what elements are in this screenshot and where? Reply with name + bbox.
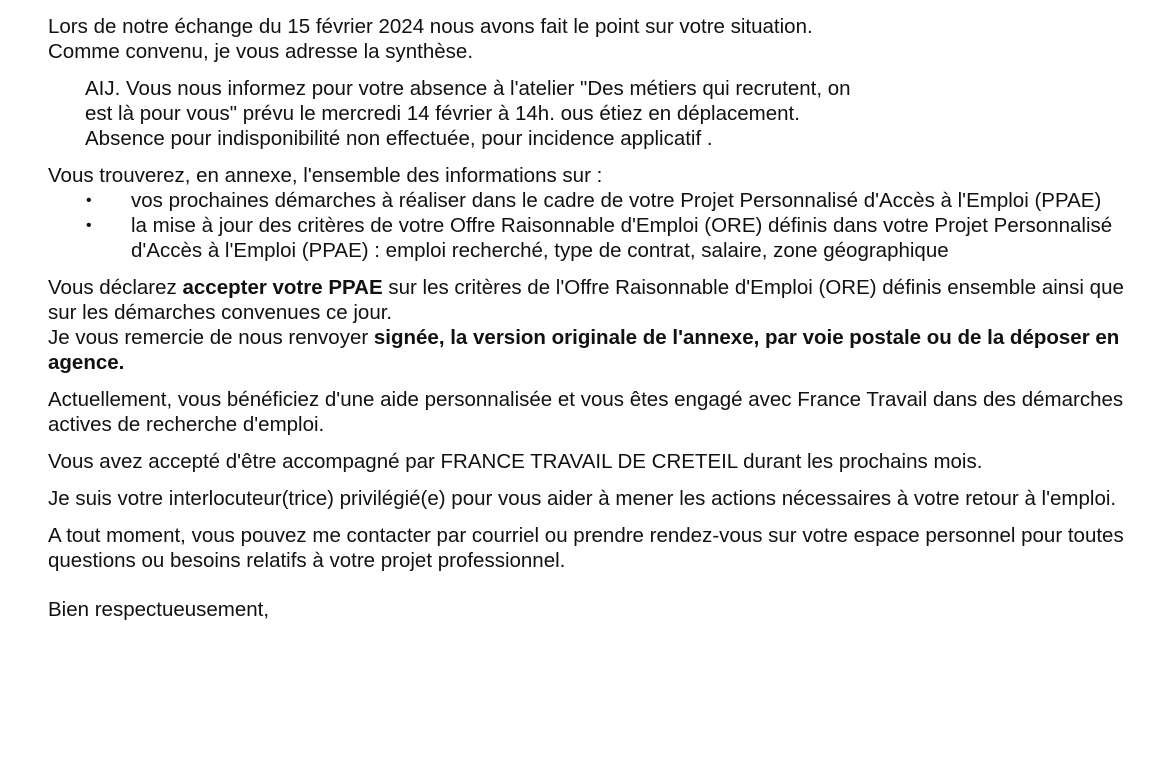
letter-body (48, 14, 1138, 622)
absence-note: AIJ. Vous nous informez pour votre absence à l'atelier "Des métiers qui recrutent, on est là pour vous" prévu le mercredi 14 février à 14h. ous étiez en déplacement. Absence pour indisponibilité non effectuée, pour incidence applicatif . (85, 77, 851, 150)
intro-line-1: Lors de notre échange du 15 février 2024 nous avons fait le point sur votre situation. (48, 15, 813, 38)
intro-paragraph (48, 14, 1138, 64)
contact-paragraph: A tout moment, vous pouvez me contacter par courriel ou prendre rendez-vous sur votre espace personnel pour toutes questions ou besoins relatifs à votre projet professionnel. (48, 524, 1124, 572)
ppae-text-pre: Vous déclarez (48, 276, 183, 299)
closing-salutation: Bien respectueusement, (48, 598, 270, 621)
annex-intro: Vous trouverez, en annexe, l'ensemble des informations sur : (48, 164, 603, 187)
bullet-icon: • (86, 217, 92, 234)
accompaniment-paragraph: Vous avez accepté d'être accompagné par FRANCE TRAVAIL DE CRETEIL durant les prochains mois. (48, 450, 983, 473)
list-item (48, 213, 1138, 263)
ppae-paragraph (48, 275, 1138, 375)
annex-list (48, 188, 1138, 263)
annex-item-text: la mise à jour des critères de votre Offre Raisonnable d'Emploi (ORE) définis dans votre Projet Personnalisé d'Accès à l'Emploi (PPAE) : emploi recherché, type de contrat, salaire, zone géographique (131, 214, 1113, 262)
interlocutor-paragraph: Je suis votre interlocuteur(trice) privilégié(e) pour vous aider à mener les actions nécessaires à votre retour à l'emploi. (48, 487, 1117, 510)
return-text-bold: signée, la version originale de l'annexe, par voie postale ou de la déposer en agence. (48, 326, 1120, 374)
current-aid-paragraph: Actuellement, vous bénéficiez d'une aide personnalisée et vous êtes engagé avec France Travail dans des démarches actives de recherche d'emploi. (48, 388, 1124, 436)
annex-item-text: vos prochaines démarches à réaliser dans le cadre de votre Projet Personnalisé d'Accès à l'Emploi (PPAE) (131, 189, 1102, 212)
return-instructions (48, 325, 1138, 375)
ppae-acceptance (48, 275, 1138, 325)
return-text-pre: Je vous remercie de nous renvoyer (48, 326, 374, 349)
ppae-text-bold: accepter votre PPAE (182, 276, 383, 299)
bullet-icon: • (86, 192, 92, 209)
ppae-text-post: sur les critères de l'Offre Raisonnable d'Emploi (ORE) définis ensemble ainsi que sur les démarches convenues ce jour. (48, 276, 1124, 324)
intro-line-2: Comme convenu, je vous adresse la synthèse. (48, 40, 474, 63)
list-item (48, 188, 1138, 213)
